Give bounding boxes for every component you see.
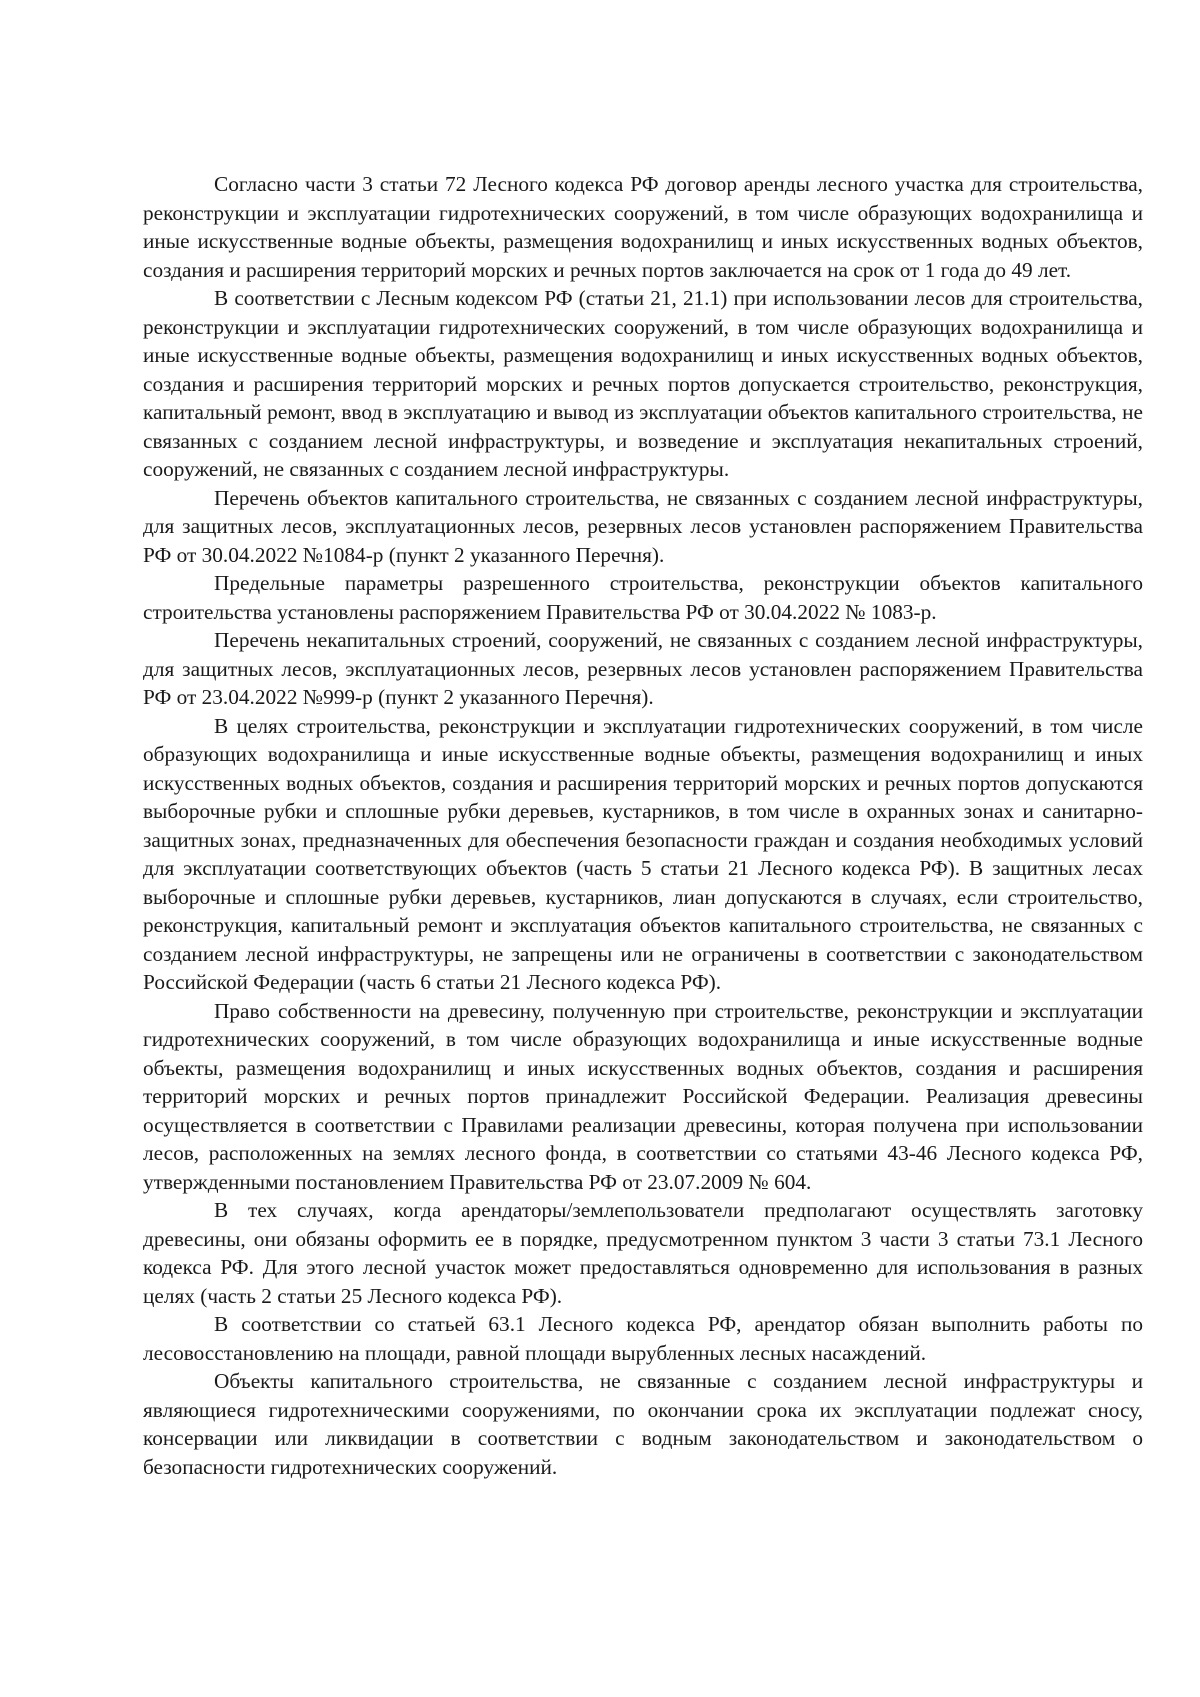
paragraph-logging: В целях строительства, реконструкции и эксплуатации гидротехнических сооружений, в том числе образующих водохранилища и иные искусственные водные объекты, размещения водохранилищ и иных искусственных водных объектов, создания и расширения территорий морских и речных портов допускаются выборочные рубки и сплошные рубки деревьев, кустарников, в том числе в охранных зонах и санитарно-защитных зонах, предназначенных для обеспечения безопасности граждан и создания необходимых условий для эксплуатации соответствующих объектов (часть 5 статьи 21 Лесного кодекса РФ). В защитных лесах выборочные и сплошные рубки деревьев, кустарников, лиан допускаются в случаях, если строительство, реконструкция, капитальный ремонт и эксплуатация объектов капитального строительства, не связанных с созданием лесной инфраструктуры, не запрещены или не ограничены в соответствии с законодательством Российской Федерации (часть 6 статьи 21 Лесного кодекса РФ). bbox=[143, 713, 1143, 994]
document-page bbox=[143, 170, 1143, 1481]
paragraph-decommissioning: Объекты капитального строительства, не связанные с созданием лесной инфраструктуры и являющиеся гидротехническими сооружениями, по окончании срока их эксплуатации подлежат сносу, консервации или ликвидации в соответствии с водным законодательством и законодательством о безопасности гидротехнических сооружений. bbox=[143, 1369, 1143, 1479]
paragraph-noncapital-objects-list: Перечень некапитальных строений, сооружений, не связанных с созданием лесной инфраструктуры, для защитных лесов, эксплуатационных лесов, резервных лесов установлен распоряжением Правительства РФ от 23.04.2022 №999-р (пункт 2 указанного Перечня). bbox=[143, 628, 1143, 709]
paragraph-capital-objects-list: Перечень объектов капитального строительства, не связанных с созданием лесной инфраструктуры, для защитных лесов, эксплуатационных лесов, резервных лесов установлен распоряжением Правительства РФ от 30.04.2022 №1084-р (пункт 2 указанного Перечня). bbox=[143, 485, 1143, 567]
paragraph-timber-harvesting: В тех случаях, когда арендаторы/землепользователи предполагают осуществлять заготовку древесины, они обязаны оформить ее в порядке, предусмотренном пунктом 3 части 3 статьи 73.1 Лесного кодекса РФ. Для этого лесной участок может предоставляться одновременно для использования в разных целях (часть 2 статьи 25 Лесного кодекса РФ). bbox=[143, 1198, 1143, 1308]
paragraph-reforestation: В соответствии со статьей 63.1 Лесного кодекса РФ, арендатор обязан выполнить работы по лесовосстановлению на площади, равной площади вырубленных лесных насаждений. bbox=[143, 1312, 1143, 1365]
paragraph-timber-ownership: Право собственности на древесину, полученную при строительстве, реконструкции и эксплуатации гидротехнических сооружений, в том числе образующих водохранилища и иные искусственные водные объекты, размещения водохранилищ и иных искусственных водных объектов, создания и расширения территорий морских и речных портов принадлежит Российской Федерации. Реализация древесины осуществляется в соответствии с Правилами реализации древесины, которая получена при использовании лесов, расположенных на землях лесного фонда, в соответствии со статьями 43-46 Лесного кодекса РФ, утвержденными постановлением Правительства РФ от 23.07.2009 № 604. bbox=[143, 998, 1143, 1194]
paragraph-lease-term: Согласно части 3 статьи 72 Лесного кодекса РФ договор аренды лесного участка для строительства, реконструкции и эксплуатации гидротехнических сооружений, в том числе образующих водохранилища и иные искусственные водные объекты, размещения водохранилищ и иных искусственных водных объектов, создания и расширения территорий морских и речных портов заключается на срок от 1 года до 49 лет. bbox=[143, 172, 1143, 282]
paragraph-construction-limits: Предельные параметры разрешенного строительства, реконструкции объектов капитального строительства установлены распоряжением Правительства РФ от 30.04.2022 № 1083-р. bbox=[143, 571, 1143, 624]
paragraph-forest-use: В соответствии с Лесным кодексом РФ (статьи 21, 21.1) при использовании лесов для строительства, реконструкции и эксплуатации гидротехнических сооружений, в том числе образующих водохранилища и иные искусственные водные объекты, размещения водохранилищ и иных искусственных водных объектов, создания и расширения территорий морских и речных портов допускается строительство, реконструкция, капитальный ремонт, ввод в эксплуатацию и вывод из эксплуатации объектов капитального строительства, не связанных с созданием лесной инфраструктуры, и возведение и эксплуатация некапитальных строений, сооружений, не связанных с созданием лесной инфраструктуры. bbox=[143, 286, 1143, 481]
